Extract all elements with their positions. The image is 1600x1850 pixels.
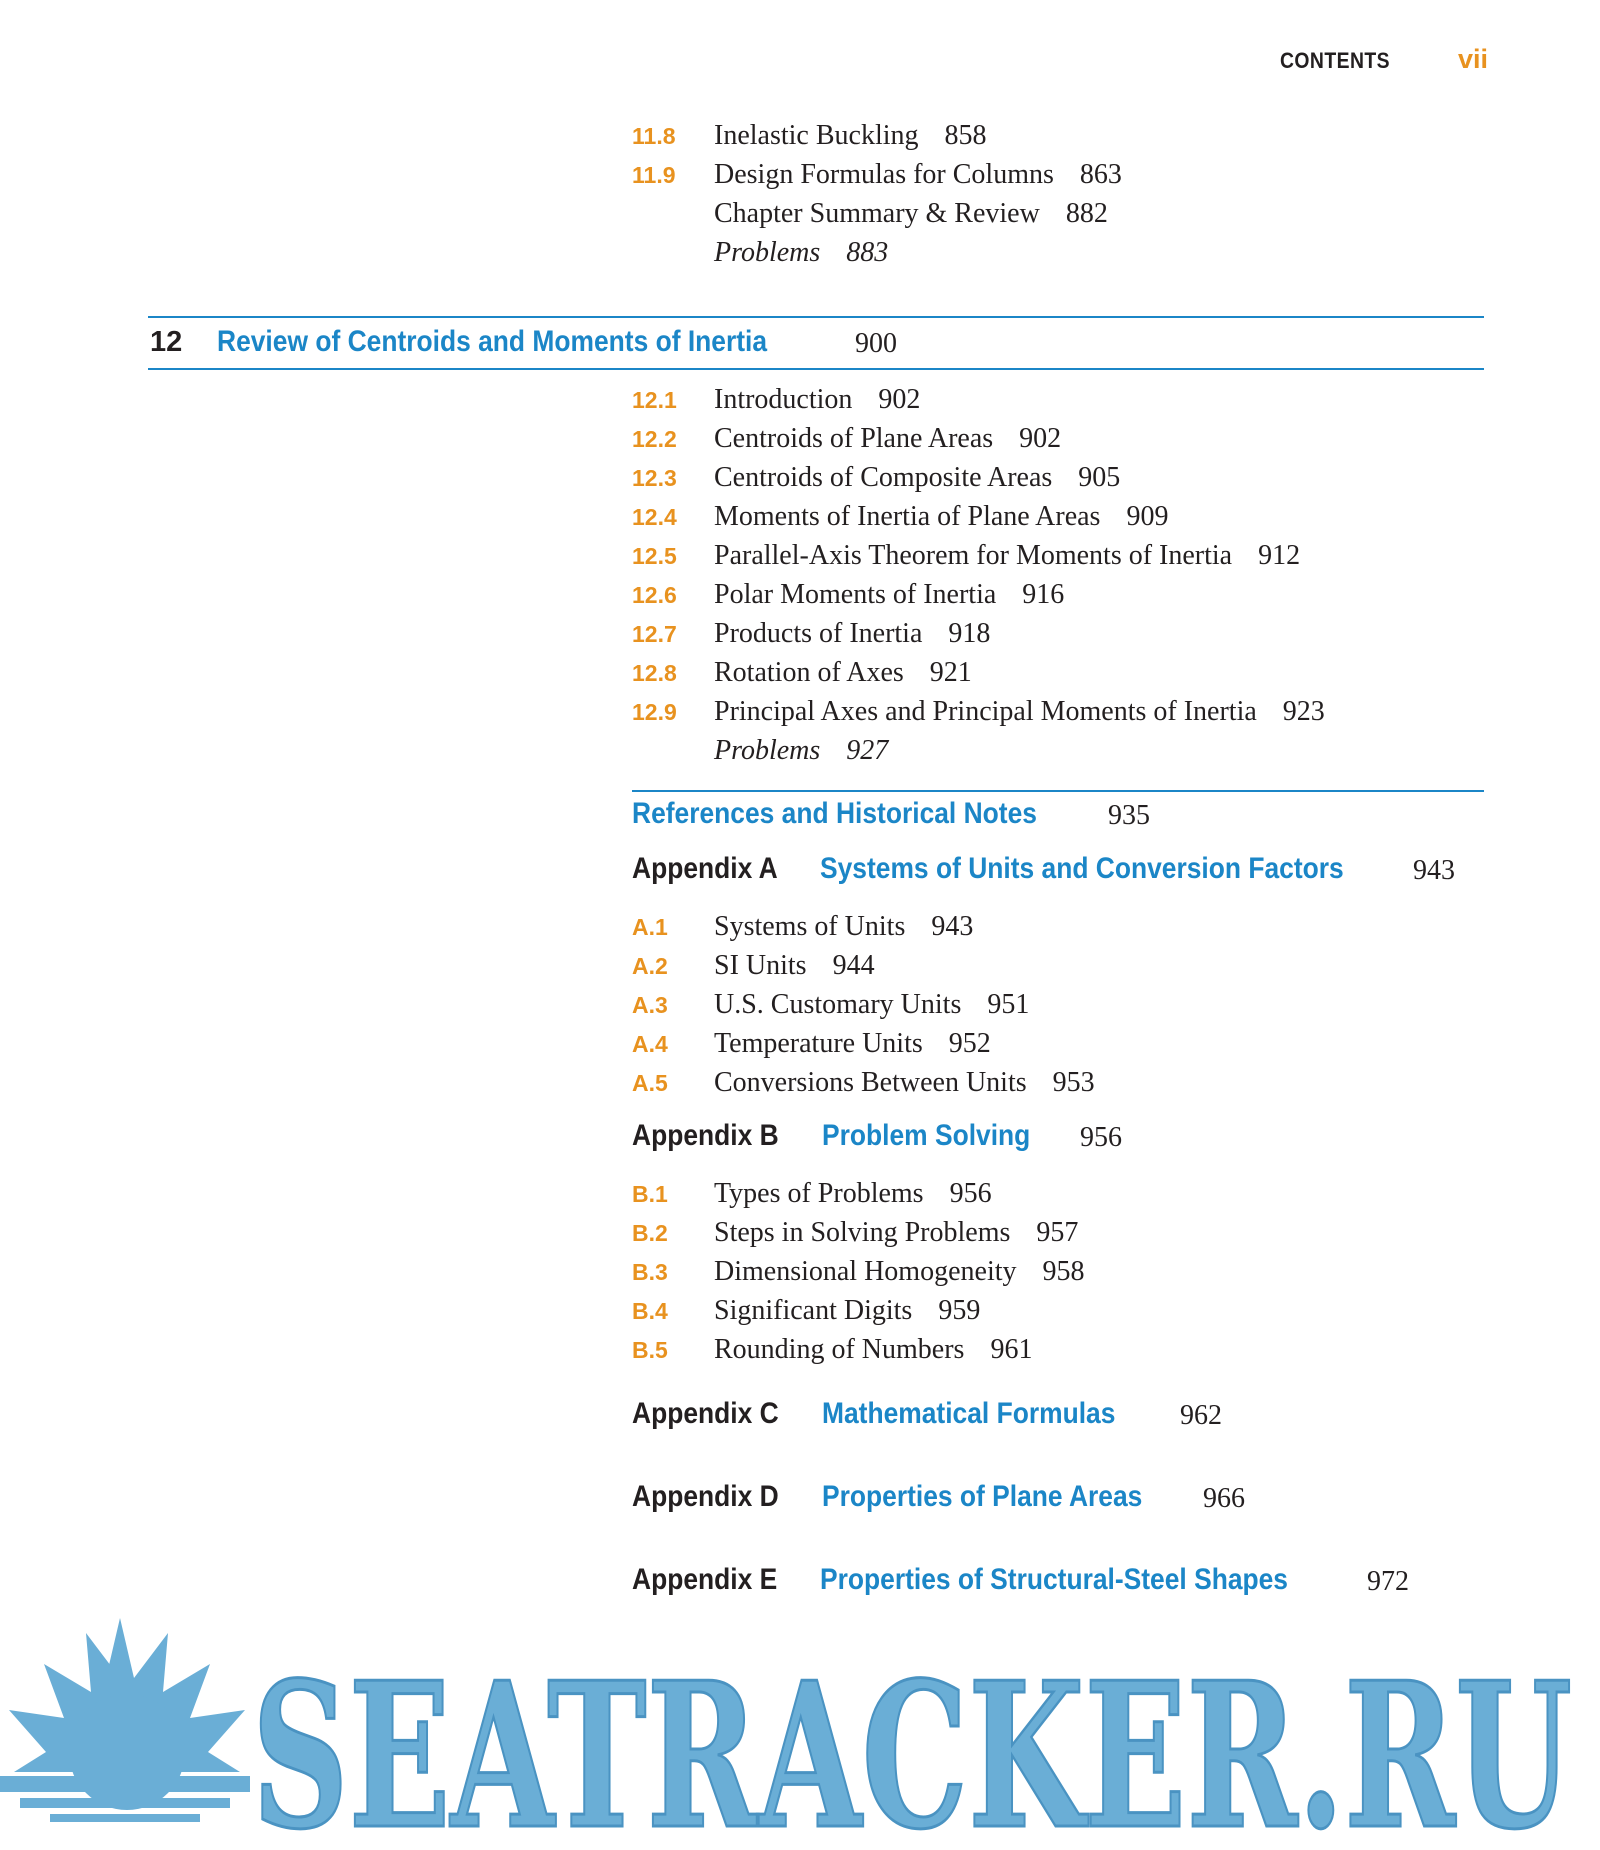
section-title: Rounding of Numbers xyxy=(714,1334,965,1365)
section-title: Moments of Inertia of Plane Areas xyxy=(714,501,1101,532)
section-number: 12.1 xyxy=(632,387,677,413)
references-page: 935 xyxy=(1108,800,1150,831)
appendix-label: Appendix B xyxy=(632,1119,779,1152)
appendix-page: 943 xyxy=(1413,855,1455,886)
sunburst-logo-icon xyxy=(0,1618,250,1822)
section-page: 956 xyxy=(949,1178,992,1209)
section-page: 863 xyxy=(1079,159,1122,190)
section-page: 951 xyxy=(987,989,1030,1020)
appendix-label: Appendix D xyxy=(632,1480,779,1513)
section-title: Parallel-Axis Theorem for Moments of Inertia xyxy=(714,540,1233,571)
running-header-label: CONTENTS xyxy=(1280,48,1390,73)
section-page: 882 xyxy=(1065,198,1108,229)
section-title: Introduction xyxy=(714,384,853,415)
appendix-title: Problem Solving xyxy=(822,1119,1031,1152)
section-page: 927 xyxy=(846,735,889,766)
section-title: Polar Moments of Inertia xyxy=(714,579,997,610)
appendix-title: Properties of Plane Areas xyxy=(822,1480,1143,1513)
section-page: 953 xyxy=(1052,1067,1095,1098)
section-number: B.4 xyxy=(632,1298,668,1324)
watermark-text: SEATRACKER.RU xyxy=(252,1639,1572,1850)
appendix-title: Mathematical Formulas xyxy=(822,1397,1116,1430)
section-number: 12.9 xyxy=(632,699,677,725)
section-page: 858 xyxy=(944,120,987,151)
section-title: U.S. Customary Units xyxy=(714,989,962,1020)
section-number: A.3 xyxy=(632,992,668,1018)
section-title: Design Formulas for Columns xyxy=(714,159,1054,190)
section-number: B.1 xyxy=(632,1181,668,1207)
appendix-label: Appendix A xyxy=(632,852,778,885)
appendix-label: Appendix E xyxy=(632,1563,778,1596)
appendix-page: 956 xyxy=(1080,1122,1122,1153)
chapter-number: 12 xyxy=(150,326,183,358)
section-page: 921 xyxy=(929,657,972,688)
section-number: 12.4 xyxy=(632,504,677,530)
section-page: 918 xyxy=(948,618,991,649)
section-title: Conversions Between Units xyxy=(714,1067,1027,1098)
section-title: Dimensional Homogeneity xyxy=(714,1256,1017,1287)
section-number: 12.2 xyxy=(632,426,677,452)
appendix-page: 966 xyxy=(1203,1483,1245,1514)
section-page: 958 xyxy=(1042,1256,1085,1287)
section-page: 944 xyxy=(832,950,875,981)
section-title: Chapter Summary & Review xyxy=(714,198,1040,229)
section-title: Products of Inertia xyxy=(714,618,923,649)
section-page: 883 xyxy=(846,237,889,268)
appendix-page: 972 xyxy=(1367,1566,1409,1597)
section-number: 12.7 xyxy=(632,621,677,647)
section-page: 902 xyxy=(1019,423,1062,454)
appendix-page: 962 xyxy=(1180,1400,1222,1431)
section-page: 943 xyxy=(931,911,974,942)
section-title: Temperature Units xyxy=(714,1028,923,1059)
appendix-title: Properties of Structural-Steel Shapes xyxy=(820,1563,1288,1596)
section-page: 916 xyxy=(1022,579,1065,610)
section-number: 12.5 xyxy=(632,543,677,569)
section-title: Steps in Solving Problems xyxy=(714,1217,1011,1248)
page-number: vii xyxy=(1458,44,1489,74)
section-number: 12.3 xyxy=(632,465,677,491)
section-title: Centroids of Composite Areas xyxy=(714,462,1053,493)
section-page: 959 xyxy=(938,1295,981,1326)
references-rule xyxy=(632,790,1484,792)
section-number: A.2 xyxy=(632,953,668,979)
section-number: 11.9 xyxy=(632,162,676,188)
chapter-page: 900 xyxy=(855,328,897,359)
appendix-label: Appendix C xyxy=(632,1397,779,1430)
section-title: Significant Digits xyxy=(714,1295,913,1326)
section-page: 961 xyxy=(990,1334,1033,1365)
section-number: 12.6 xyxy=(632,582,677,608)
references-title: References and Historical Notes xyxy=(632,797,1037,830)
section-number: A.5 xyxy=(632,1070,668,1096)
chapter-title: Review of Centroids and Moments of Inertia xyxy=(217,325,768,358)
section-title: Principal Axes and Principal Moments of Inertia xyxy=(714,696,1257,727)
section-page: 923 xyxy=(1282,696,1325,727)
chapter-rule-top xyxy=(148,316,1484,318)
section-page: 902 xyxy=(878,384,921,415)
section-page: 957 xyxy=(1036,1217,1079,1248)
section-title: Types of Problems xyxy=(714,1178,924,1209)
watermark xyxy=(0,1600,1600,1850)
section-number: A.4 xyxy=(632,1031,668,1057)
section-page: 912 xyxy=(1258,540,1301,571)
section-title: Inelastic Buckling xyxy=(714,120,919,151)
appendix-title: Systems of Units and Conversion Factors xyxy=(820,852,1344,885)
section-title: Centroids of Plane Areas xyxy=(714,423,994,454)
section-number: 12.8 xyxy=(632,660,677,686)
section-title: Problems xyxy=(714,237,821,268)
section-page: 909 xyxy=(1126,501,1169,532)
section-title: Systems of Units xyxy=(714,911,906,942)
section-title: Rotation of Axes xyxy=(714,657,904,688)
section-number: 11.8 xyxy=(632,123,676,149)
section-number: B.2 xyxy=(632,1220,668,1246)
section-title: Problems xyxy=(714,735,821,766)
chapter-rule-bottom xyxy=(148,368,1484,370)
section-page: 905 xyxy=(1078,462,1121,493)
section-page: 952 xyxy=(948,1028,991,1059)
section-number: B.3 xyxy=(632,1259,668,1285)
section-number: A.1 xyxy=(632,914,668,940)
section-title: SI Units xyxy=(714,950,807,981)
section-number: B.5 xyxy=(632,1337,668,1363)
